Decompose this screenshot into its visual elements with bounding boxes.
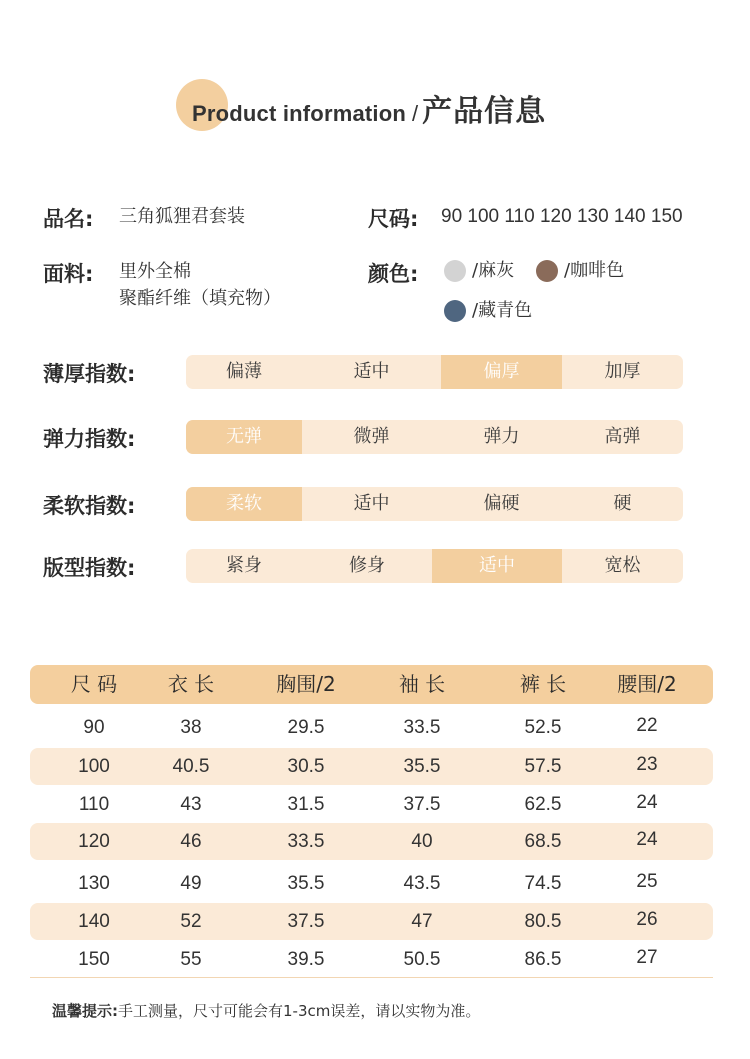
table-cell: 62.5 (524, 794, 562, 815)
table-cell: 29.5 (287, 717, 325, 738)
page-title (192, 86, 547, 129)
index-option: 柔软 (186, 487, 302, 521)
table-cell: 140 (78, 911, 110, 932)
footnote (52, 1000, 480, 1021)
color-swatch-gray (444, 260, 466, 282)
index-label: 版型指数: (43, 556, 136, 580)
th-top-length: 衣 长 (167, 672, 215, 696)
table-cell: 33.5 (287, 831, 325, 852)
fabric-label: 面料: (43, 262, 94, 286)
index-option: 宽松 (604, 555, 641, 576)
table-cell: 110 (78, 794, 110, 815)
color-swatch-coffee (536, 260, 558, 282)
table-bottom-divider (30, 977, 713, 978)
index-option: 修身 (349, 555, 385, 576)
title-separator: / (412, 101, 419, 126)
index-option: 紧身 (226, 555, 262, 576)
index-option: 适中 (353, 361, 390, 382)
size-label: 尺码: (368, 207, 419, 231)
index-option: 无弹 (186, 420, 302, 454)
index-label: 薄厚指数: (43, 362, 136, 386)
index-option: 弹力 (483, 426, 520, 447)
table-cell: 46 (180, 831, 202, 852)
table-cell: 80.5 (524, 911, 562, 932)
table-cell: 24 (636, 829, 658, 850)
table-cell: 120 (78, 831, 110, 852)
table-row (30, 709, 713, 746)
index-option: 微弹 (353, 426, 390, 447)
table-cell: 130 (78, 873, 110, 894)
fabric-value-line1: 里外全棉 (119, 261, 191, 282)
table-cell: 27 (636, 947, 658, 968)
table-cell: 55 (180, 949, 202, 970)
table-cell: 30.5 (287, 756, 325, 777)
name-label: 品名: (43, 207, 94, 231)
size-value: 90 100 110 120 130 140 150 (441, 206, 683, 227)
table-cell: 49 (180, 873, 202, 894)
table-cell: 23 (636, 754, 658, 775)
index-bar (186, 487, 683, 521)
table-cell: 33.5 (403, 717, 441, 738)
footnote-prefix: 温馨提示: (52, 1002, 118, 1020)
table-cell: 35.5 (287, 873, 325, 894)
table-cell: 68.5 (524, 831, 562, 852)
index-option: 适中 (353, 493, 390, 514)
index-option: 加厚 (604, 361, 641, 382)
table-cell: 37.5 (287, 911, 325, 932)
table-row (30, 823, 713, 860)
table-cell: 38 (180, 717, 202, 738)
table-cell: 52.5 (524, 717, 562, 738)
table-cell: 74.5 (524, 873, 562, 894)
index-option: 偏厚 (441, 355, 562, 389)
title-english: Product information (192, 101, 407, 126)
index-bar (186, 549, 683, 583)
table-cell: 24 (636, 792, 658, 813)
size-table-header (30, 665, 713, 704)
index-label: 弹力指数: (43, 427, 136, 451)
color-swatch-navy (444, 300, 466, 322)
table-cell: 57.5 (524, 756, 562, 777)
table-cell: 150 (78, 949, 110, 970)
index-option: 硬 (613, 493, 632, 514)
table-cell: 39.5 (287, 949, 325, 970)
index-option: 适中 (432, 549, 562, 583)
table-cell: 43.5 (403, 873, 441, 894)
table-cell: 86.5 (524, 949, 562, 970)
table-cell: 47 (411, 911, 433, 932)
table-row (30, 865, 713, 902)
footnote-text: 手工测量，尺寸可能会有1-3cm误差，请以实物为准。 (118, 1002, 481, 1020)
th-size: 尺 码 (70, 672, 118, 696)
index-option: 偏硬 (483, 493, 520, 514)
table-cell: 35.5 (403, 756, 441, 777)
table-cell: 37.5 (403, 794, 441, 815)
table-cell: 26 (636, 909, 658, 930)
table-cell: 90 (83, 717, 105, 738)
table-cell: 25 (636, 871, 658, 892)
color-name-gray: /麻灰 (472, 260, 515, 281)
color-label: 颜色: (368, 262, 419, 286)
table-cell: 43 (180, 794, 202, 815)
title-chinese: 产品信息 (422, 94, 547, 129)
table-row (30, 748, 713, 785)
table-cell: 22 (636, 715, 658, 736)
th-waist: 腰围/2 (617, 672, 677, 696)
table-row (30, 786, 713, 823)
color-name-coffee: /咖啡色 (564, 260, 625, 281)
table-row (30, 903, 713, 940)
th-pants-length: 裤 长 (519, 672, 567, 696)
index-bar (186, 355, 683, 389)
name-value: 三角狐狸君套装 (119, 206, 245, 227)
table-cell: 52 (180, 911, 202, 932)
table-cell: 100 (78, 756, 110, 777)
index-label: 柔软指数: (43, 494, 136, 518)
table-cell: 40.5 (172, 756, 210, 777)
table-cell: 50.5 (403, 949, 441, 970)
color-name-navy: /藏青色 (472, 300, 533, 321)
table-cell: 31.5 (287, 794, 325, 815)
index-bar (186, 420, 683, 454)
index-option: 高弹 (604, 426, 641, 447)
th-sleeve: 袖 长 (398, 672, 446, 696)
fabric-value-line2: 聚酯纤维（填充物） (119, 288, 281, 309)
index-option: 偏薄 (226, 361, 262, 382)
th-chest: 胸围/2 (276, 672, 336, 696)
table-cell: 40 (411, 831, 433, 852)
table-row (30, 941, 713, 978)
